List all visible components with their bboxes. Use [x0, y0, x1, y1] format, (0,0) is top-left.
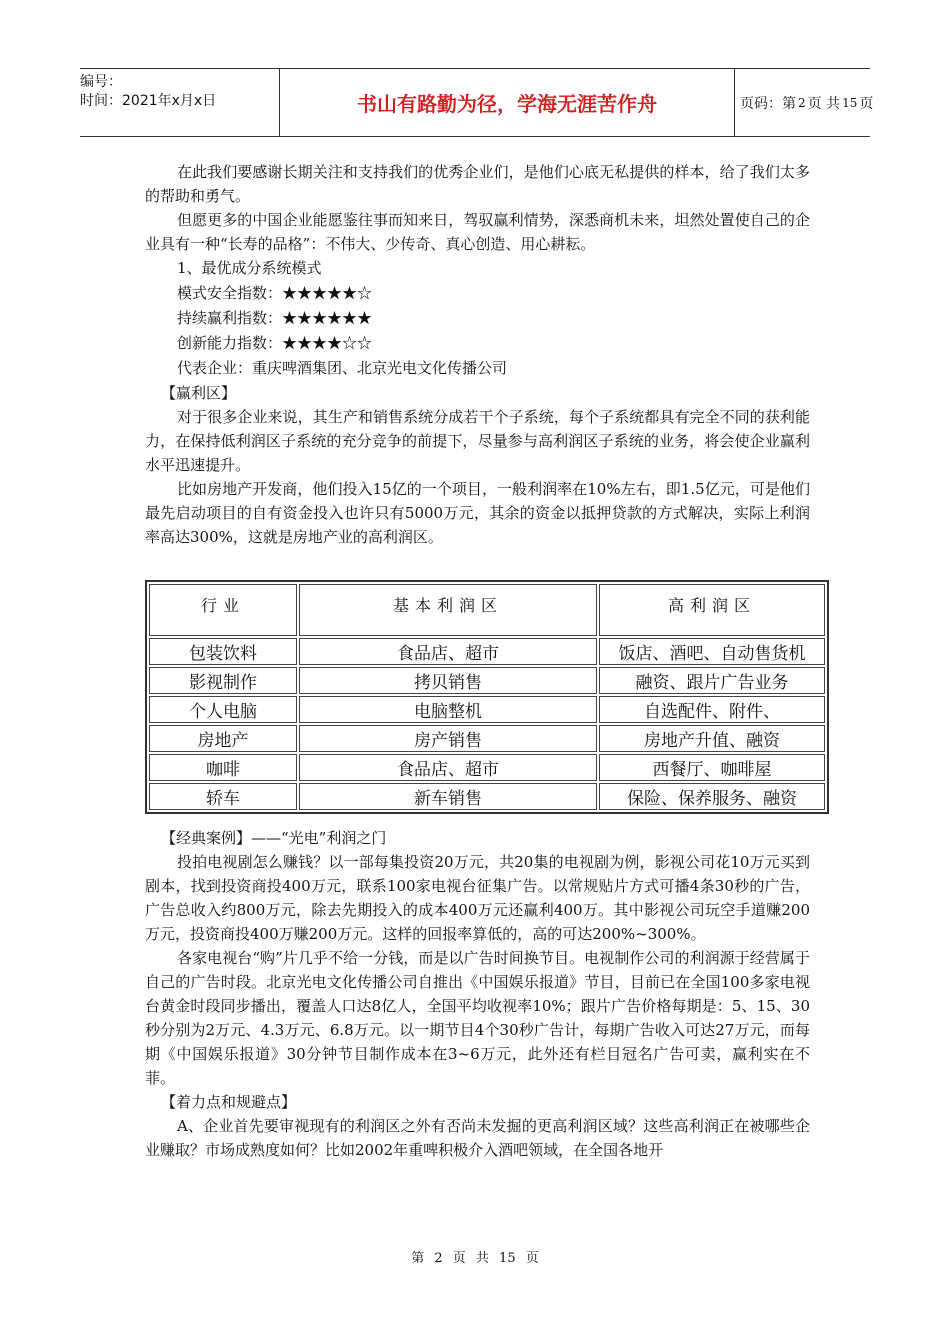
case-heading: 【经典案例】——“光电”利润之门	[161, 829, 387, 847]
intro-paragraph-3: 对于很多企业来说，其生产和销售系统分成若干个子系统，每个子系统都具有完全不同的获利能力，在保持低利润区子系统的充分竞争的前提下，尽量参与高利润区子系统的业务，将会使企业赢利水平迅速提升。	[145, 408, 810, 474]
page-suffix: 页	[859, 95, 874, 112]
basic-zone-cell: 拷贝销售	[299, 667, 597, 694]
page-mid: 页 共	[807, 95, 841, 112]
case-paragraph-1: 投拍电视剧怎么赚钱？以一部每集投资20万元，共20集的电视剧为例，影视公司花10万元买到剧本，找到投资商投400万元，联系100家电视台征集广告。以常规贴片方式可播4条30秒的广告，广告总收入约800万元，除去先期投入的成本400万元还赢利400万。其中影视公司玩空手道赚200万元，投资商投400万赚200万元。这样的回报率算低的，高的可达200%~300%。	[145, 853, 810, 943]
page-footer: 第 2 页 共 15 页	[411, 1251, 539, 1266]
basic-zone-cell: 电脑整机	[299, 696, 597, 723]
doc-number-label: 编号：	[80, 74, 122, 90]
profit-zone-heading: 【赢利区】	[161, 384, 237, 402]
profit-zone-table-wrap	[145, 580, 827, 814]
intro-paragraph-2: 但愿更多的中国企业能愿鉴往事而知来日，驾驭赢利情势，深悉商机未来，坦然处置使自己的企业具有一种“长寿的品格”：不伟大、少传奇、真心创造、用心耕耘。	[145, 211, 810, 253]
page-header	[80, 68, 874, 137]
industry-cell: 包装饮料	[149, 638, 297, 665]
table-header-row	[149, 584, 825, 636]
high-zone-cell: 保险、保养服务、融资	[599, 783, 825, 810]
basic-zone-cell: 食品店、超市	[299, 754, 597, 781]
high-zone-cell: 房地产升值、融资	[599, 725, 825, 752]
profit-index: 持续赢利指数：★★★★★★	[177, 309, 373, 327]
table-row	[149, 696, 825, 723]
header-industry: 行业	[149, 584, 297, 636]
industry-cell: 个人电脑	[149, 696, 297, 723]
table-row	[149, 638, 825, 665]
doc-date-label: 时间：2021年x月x日	[80, 93, 217, 109]
header-page-info	[740, 69, 874, 136]
intro-paragraph-4: 比如房地产开发商，他们投入15亿的一个项目，一般利润率在10%左右，即1.5亿元，可是他们最先启动项目的自有资金投入也许只有5000万元，其余的资金以抵押贷款的方式解决，实际上利润率高达300%，这就是房地产业的高利润区。	[145, 480, 810, 546]
header-motto: 书山有路勤为径，学海无涯苦作舟	[280, 69, 735, 136]
page-total: 15	[842, 95, 858, 110]
header-high-profit-zone: 高利润区	[599, 584, 825, 636]
basic-zone-cell: 房产销售	[299, 725, 597, 752]
case-paragraph-2: 各家电视台“购”片几乎不给一分钱，而是以广告时间换节目。电视制作公司的利润源于经营属于自己的广告时段。北京光电文化传播公司自推出《中国娱乐报道》节目，目前已在全国100多家电视台黄金时段同步播出，覆盖人口达8亿人，全国平均收视率10%；跟片广告价格每期是：5、15、30秒分别为2万元、4.3万元、6.8万元。以一期节目4个30秒广告计，每期广告收入可达27万元，而每期《中国娱乐报道》30分钟节目制作成本在3~6万元，此外还有栏目冠名广告可卖，赢利实在不菲。	[145, 949, 810, 1087]
intro-section	[145, 160, 810, 549]
section-title: 1、最优成分系统模式	[177, 259, 322, 277]
high-zone-cell: 自选配件、附件、	[599, 696, 825, 723]
table-row	[149, 754, 825, 781]
basic-zone-cell: 食品店、超市	[299, 638, 597, 665]
high-zone-cell: 饭店、酒吧、自动售货机	[599, 638, 825, 665]
innovation-index: 创新能力指数：★★★★☆☆	[177, 334, 373, 352]
case-section	[145, 826, 810, 1162]
safety-index: 模式安全指数：★★★★★☆	[177, 284, 373, 302]
representative-companies: 代表企业：重庆啤酒集团、北京光电文化传播公司	[177, 359, 508, 377]
industry-cell: 轿车	[149, 783, 297, 810]
profit-zone-table	[145, 580, 829, 814]
header-meta	[80, 69, 280, 136]
focus-heading: 【着力点和规避点】	[161, 1093, 297, 1111]
table-row	[149, 783, 825, 810]
industry-cell: 影视制作	[149, 667, 297, 694]
industry-cell: 房地产	[149, 725, 297, 752]
industry-cell: 咖啡	[149, 754, 297, 781]
high-zone-cell: 融资、跟片广告业务	[599, 667, 825, 694]
case-paragraph-3: A、企业首先要审视现有的利润区之外有否尚未发掘的更高利润区域？这些高利润正在被哪些企业赚取？市场成熟度如何？比如2002年重啤积极介入酒吧领域，在全国各地开	[145, 1117, 810, 1159]
intro-paragraph-1: 在此我们要感谢长期关注和支持我们的优秀企业们，是他们心底无私提供的样本，给了我们太多的帮助和勇气。	[145, 163, 810, 205]
page-current: 2	[798, 95, 806, 110]
basic-zone-cell: 新车销售	[299, 783, 597, 810]
page-prefix: 页码：第	[740, 95, 796, 112]
high-zone-cell: 西餐厅、咖啡屋	[599, 754, 825, 781]
table-row	[149, 725, 825, 752]
table-row	[149, 667, 825, 694]
header-basic-profit-zone: 基本利润区	[299, 584, 597, 636]
